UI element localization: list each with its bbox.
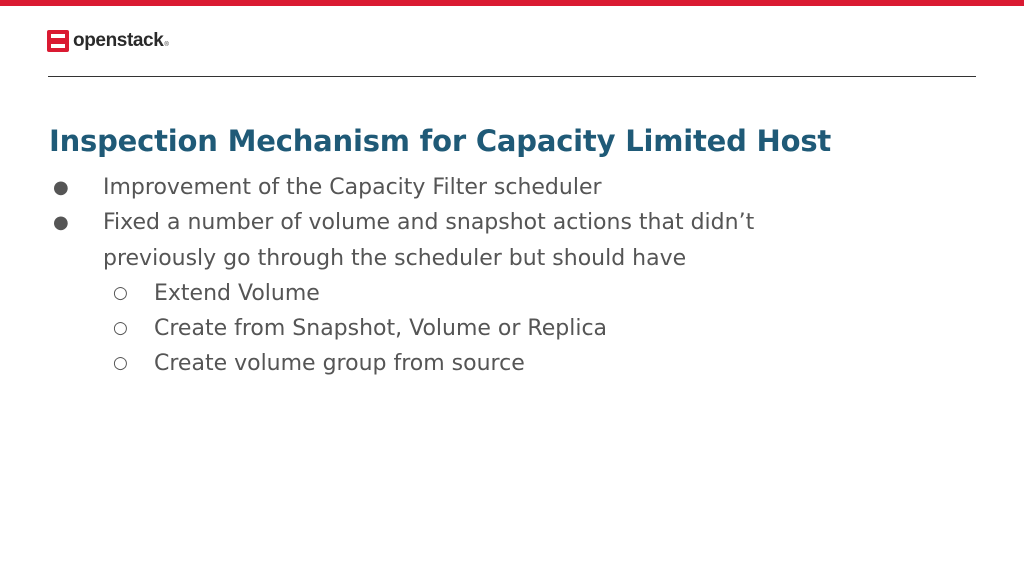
logo-wordmark: openstack [73, 30, 164, 51]
sub-bullet-marker: ○ [113, 282, 128, 303]
bullet-text: Improvement of the Capacity Filter scheduler [103, 175, 602, 200]
bullet-item [0, 205, 1024, 240]
sub-bullet-marker: ○ [113, 353, 128, 374]
bullet-marker: ● [53, 212, 69, 234]
sub-bullet-item [0, 311, 1024, 346]
logo-registered-mark: ® [164, 42, 169, 48]
sub-bullet-marker: ○ [113, 318, 128, 339]
sub-bullet-text: Create from Snapshot, Volume or Replica [154, 316, 608, 342]
sub-bullet-text: Create volume group from source [154, 351, 525, 377]
sub-bullet-text: Extend Volume [154, 280, 320, 306]
bullet-text-continuation: previously go through the scheduler but should have [103, 245, 687, 271]
openstack-logo [47, 29, 169, 53]
sub-bullet-item [0, 346, 1024, 381]
bullet-marker: ● [53, 177, 69, 198]
slide-title: Inspection Mechanism for Capacity Limited Host [49, 124, 832, 158]
bullet-text: Fixed a number of volume and snapshot actions that didn’t [103, 210, 755, 236]
top-accent-bar [0, 0, 1024, 6]
openstack-logo-icon [47, 30, 69, 52]
bullet-continuation [0, 241, 1024, 276]
bullet-list [0, 170, 1024, 382]
header-divider [48, 76, 976, 77]
bullet-item [0, 170, 1024, 205]
sub-bullet-item [0, 276, 1024, 311]
